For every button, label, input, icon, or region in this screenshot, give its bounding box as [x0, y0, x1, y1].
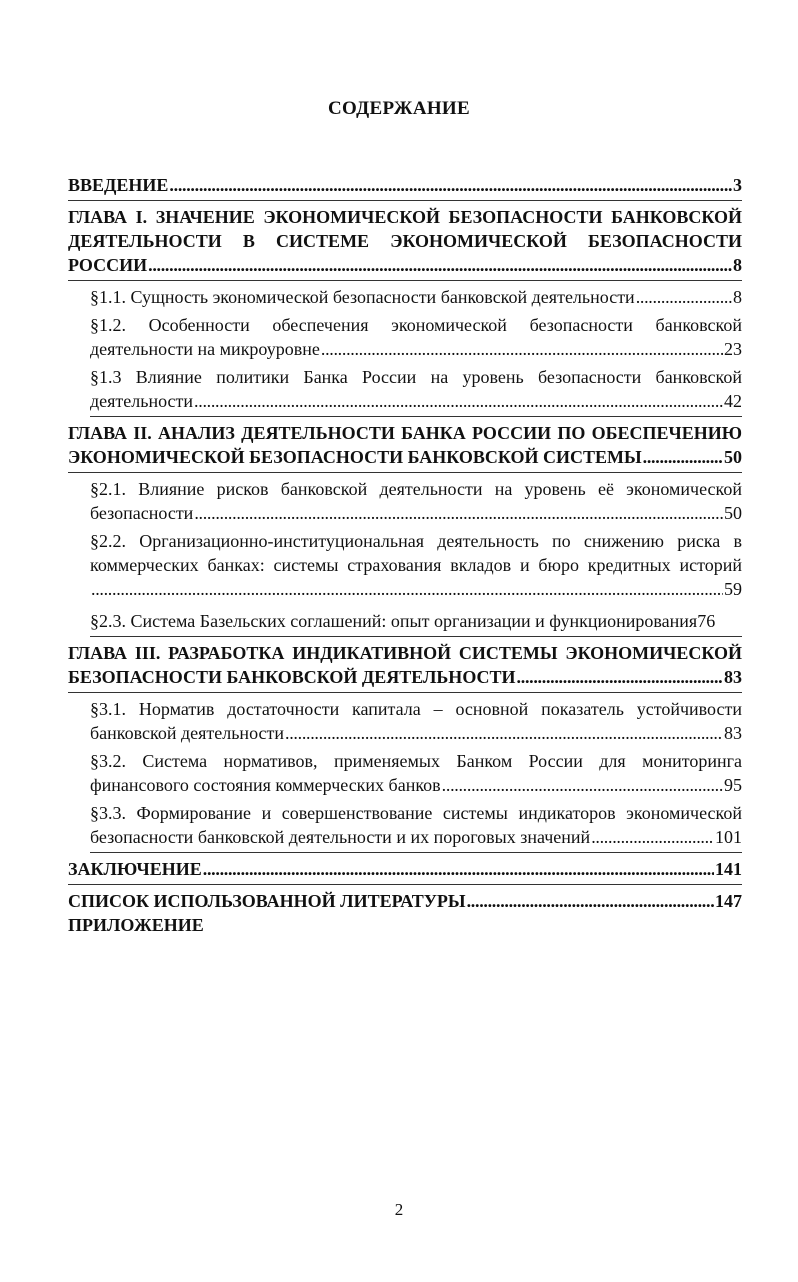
- toc-entry-conclusion: [68, 857, 742, 885]
- toc-entry-label: БЕЗОПАСНОСТИ БАНКОВСКОЙ ДЕЯТЕЛЬНОСТИ: [68, 667, 516, 687]
- toc-entry-line: §1.2. Особенности обеспечения экономической безопасности банковской: [90, 315, 742, 335]
- toc-entry-label: безопасности: [90, 503, 194, 523]
- toc-entry-chapter-3: [68, 641, 742, 693]
- toc-entry-label: ВВЕДЕНИЕ: [68, 175, 169, 195]
- table-of-contents: [68, 173, 742, 937]
- toc-page-number: 3: [733, 175, 742, 195]
- toc-page-number: 8: [733, 287, 742, 307]
- dot-leader: [148, 253, 732, 277]
- toc-page-number: 76: [697, 611, 716, 631]
- dot-leader: [194, 501, 723, 525]
- toc-entry-appendix: [68, 913, 742, 937]
- dot-leader: [203, 857, 714, 881]
- toc-page-number: 50: [724, 447, 742, 467]
- toc-page-number: 141: [715, 859, 742, 879]
- toc-entry-line: ГЛАВА I. ЗНАЧЕНИЕ ЭКОНОМИЧЕСКОЙ БЕЗОПАСНОСТИ БАНКОВСКОЙ: [68, 207, 742, 227]
- toc-entry-line: §3.2. Система нормативов, применяемых Банком России для мониторинга: [90, 751, 742, 771]
- toc-entry-section-1-2: [90, 313, 742, 361]
- toc-entry-section-3-1: [90, 697, 742, 745]
- toc-entry-line: ГЛАВА II. АНАЛИЗ ДЕЯТЕЛЬНОСТИ БАНКА РОССИИ ПО ОБЕСПЕЧЕНИЮ: [68, 423, 742, 443]
- toc-entry-label: банковской деятельности: [90, 723, 285, 743]
- page-number: 2: [394, 1200, 404, 1219]
- dot-leader: [169, 173, 732, 197]
- toc-page-number: 23: [724, 339, 742, 359]
- toc-entry-label: ЭКОНОМИЧЕСКОЙ БЕЗОПАСНОСТИ БАНКОВСКОЙ СИСТЕМЫ: [68, 447, 642, 467]
- toc-entry-line: §2.2. Организационно-институциональная деятельность по снижению риска в: [90, 531, 742, 551]
- dot-leader: [643, 445, 723, 469]
- dot-leader: [91, 577, 723, 601]
- dot-leader: [194, 389, 723, 413]
- toc-entry-label: деятельности: [90, 391, 194, 411]
- toc-entry-line: §1.3 Влияние политики Банка России на уровень безопасности банковской: [90, 367, 742, 387]
- dot-leader: [517, 665, 723, 689]
- toc-entry-section-2-1: [90, 477, 742, 525]
- toc-entry-section-1-3: [90, 365, 742, 417]
- dot-leader: [636, 285, 732, 309]
- toc-entry-line: коммерческих банках: системы страхования вкладов и бюро кредитных историй: [90, 555, 742, 575]
- toc-entry-line: §3.1. Норматив достаточности капитала – основной показатель устойчивости: [90, 699, 742, 719]
- toc-page-number: 101: [715, 827, 742, 847]
- toc-entry-line: ДЕЯТЕЛЬНОСТИ В СИСТЕМЕ ЭКОНОМИЧЕСКОЙ БЕЗОПАСНОСТИ: [68, 231, 742, 251]
- toc-entry-label: безопасности банковской деятельности и их пороговых значений: [90, 827, 591, 847]
- toc-page-number: 59: [724, 579, 742, 599]
- toc-entry-label: РОССИИ: [68, 255, 148, 275]
- toc-page-number: 147: [715, 891, 742, 911]
- toc-page-number: 50: [724, 503, 742, 523]
- dot-leader: [591, 825, 714, 849]
- toc-entry-line: §2.1. Влияние рисков банковской деятельности на уровень её экономической: [90, 479, 742, 499]
- toc-page-number: 95: [724, 775, 742, 795]
- dot-leader: [321, 337, 723, 361]
- toc-entry-section-2-3: [90, 609, 742, 637]
- toc-entry-section-3-3: [90, 801, 742, 853]
- dot-leader: [442, 773, 723, 797]
- toc-entry-section-1-1: [90, 285, 742, 309]
- toc-entry-label: §2.3. Система Базельских соглашений: опыт организации и функционирования: [90, 611, 698, 631]
- toc-page-number: 83: [724, 723, 742, 743]
- toc-entry-section-3-2: [90, 749, 742, 797]
- toc-entry-label: ЗАКЛЮЧЕНИЕ: [68, 859, 202, 879]
- toc-entry-intro: [68, 173, 742, 201]
- toc-entry-label: СПИСОК ИСПОЛЬЗОВАННОЙ ЛИТЕРАТУРЫ: [68, 891, 466, 911]
- toc-entry-label: §1.1. Сущность экономической безопасности банковской деятельности: [90, 287, 635, 307]
- toc-entry-chapter-2: [68, 421, 742, 473]
- dot-leader: [467, 889, 714, 913]
- dot-leader: [285, 721, 723, 745]
- toc-entry-chapter-1: [68, 205, 742, 281]
- toc-entry-label: деятельности на микроуровне: [90, 339, 320, 359]
- toc-entry-references: [68, 889, 742, 913]
- page-title: СОДЕРЖАНИЕ: [328, 98, 470, 119]
- toc-page-number: 42: [724, 391, 742, 411]
- toc-entry-line: ГЛАВА III. РАЗРАБОТКА ИНДИКАТИВНОЙ СИСТЕМЫ ЭКОНОМИЧЕСКОЙ: [68, 643, 742, 663]
- toc-page-number: 8: [733, 255, 742, 275]
- toc-page-number: 83: [724, 667, 742, 687]
- toc-entry-label: ПРИЛОЖЕНИЕ: [68, 915, 204, 935]
- toc-entry-line: §3.3. Формирование и совершенствование системы индикаторов экономической: [90, 803, 742, 823]
- toc-entry-label: финансового состояния коммерческих банков: [90, 775, 441, 795]
- toc-entry-section-2-2: [90, 529, 742, 601]
